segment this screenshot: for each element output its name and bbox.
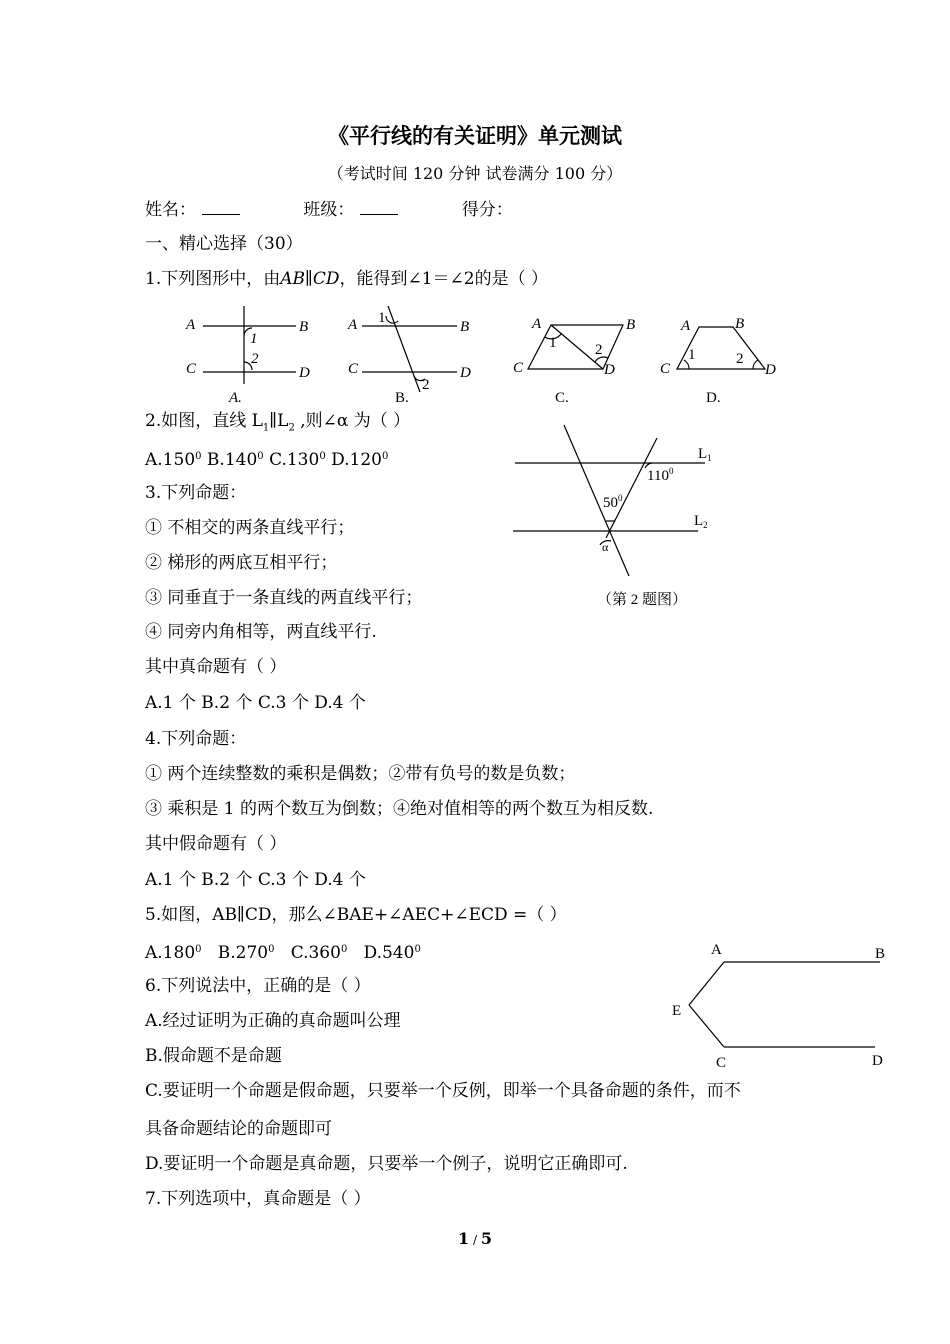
- q1b-label-B: B: [460, 319, 470, 335]
- q1c-label-C: C: [513, 360, 524, 376]
- q1c-label-D: D: [604, 362, 615, 378]
- q2-angle-110: $110^0$: [647, 466, 674, 484]
- q5-label-A: A: [711, 942, 722, 958]
- q3-statement-4: ④ 同旁内角相等，两直线平行.: [145, 622, 377, 642]
- q5-label-B: B: [875, 946, 886, 962]
- q1a-label-A: A: [186, 317, 196, 333]
- page-number: 1 / 5: [458, 1229, 492, 1248]
- q3-statement-3: ③ 同垂直于一条直线的两直线平行；: [145, 588, 423, 608]
- q6-option-b[interactable]: B.假命题不是命题: [145, 1046, 282, 1066]
- q4-statements-line-1: ① 两个连续整数的乘积是偶数；②带有负号的数是负数；: [145, 764, 576, 784]
- q2-option-b[interactable]: B.140$^0$: [206, 450, 264, 470]
- question-2-stem: 2.如图，直线 $L_1\parallel L_2$ ,则∠α 为（ ）: [145, 411, 411, 434]
- q5-option-a[interactable]: A.180$^0$: [145, 943, 202, 963]
- name-field: 姓名：: [145, 198, 246, 222]
- exam-subtitle: （考试时间 120 分钟 试卷满分 100 分）: [327, 164, 623, 183]
- question-4-options[interactable]: A.1 个 B.2 个 C.3 个 D.4 个: [145, 870, 366, 890]
- q5-option-c[interactable]: C.360$^0$: [290, 943, 348, 963]
- q6-option-a[interactable]: A.经过证明为正确的真命题叫公理: [145, 1011, 401, 1031]
- question-3-options[interactable]: A.1 个 B.2 个 C.3 个 D.4 个: [145, 693, 366, 713]
- q3-statement-1: ① 不相交的两条直线平行；: [145, 518, 355, 538]
- question-3-stem: 3.下列命题：: [145, 483, 247, 503]
- q2-angle-alpha: α: [602, 540, 609, 554]
- q1a-label-B: B: [299, 319, 309, 335]
- q1b-option-label: B.: [395, 390, 409, 406]
- q5-option-d[interactable]: D.540$^0$: [363, 943, 421, 963]
- q6-option-d[interactable]: D.要证明一个命题是真命题，只要举一个例子，说明它正确即可.: [145, 1154, 628, 1174]
- q1a-angle-2: 2: [251, 351, 259, 367]
- q1a-angle-1: 1: [250, 331, 258, 347]
- q5-option-b[interactable]: B.270$^0$: [217, 943, 275, 963]
- q5-label-E: E: [672, 1003, 682, 1019]
- q1d-label-B: B: [735, 316, 745, 332]
- class-field: 班级：: [303, 198, 404, 222]
- q1d-label-C: C: [660, 361, 671, 377]
- q2-option-d[interactable]: D.120$^0$: [331, 450, 389, 470]
- question-7-stem: 7.下列选项中，真命题是（ ）: [145, 1189, 371, 1209]
- q1c-option-label: C.: [555, 390, 569, 406]
- q1c-angle-1: 1: [549, 335, 557, 351]
- q5-label-D: D: [872, 1053, 883, 1069]
- q1c-label-A: A: [532, 316, 542, 332]
- q1a-label-D: D: [299, 365, 310, 381]
- question-3-question: 其中真命题有（ ）: [145, 657, 287, 677]
- q1d-angle-1: 1: [688, 347, 696, 363]
- score-field: 得分：: [461, 200, 513, 220]
- q6-option-c-line-1[interactable]: C.要证明一个命题是假命题，只要举一个反例，即举一个具备命题的条件，而不: [145, 1081, 741, 1101]
- q1c-label-B: B: [626, 317, 636, 333]
- q2-option-a[interactable]: A.150$^0$: [145, 450, 202, 470]
- q1b-label-A: A: [348, 317, 358, 333]
- q1d-option-label: D.: [706, 390, 721, 406]
- q5-label-C: C: [716, 1055, 727, 1071]
- q2-label-L1: $L_1$: [698, 446, 712, 463]
- q1d-label-A: A: [681, 318, 691, 334]
- q1c-angle-2: 2: [595, 342, 603, 358]
- question-6-stem: 6.下列说法中，正确的是（ ）: [145, 976, 371, 996]
- section-heading: 一、精心选择（30）: [145, 234, 303, 254]
- question-5-stem: 5.如图，AB∥CD，那么∠BAE+∠AEC+∠ECD =（ ）: [145, 905, 567, 925]
- q1b-label-C: C: [348, 361, 359, 377]
- q2-option-c[interactable]: C.130$^0$: [269, 450, 326, 470]
- q1d-label-D: D: [765, 362, 776, 378]
- q1a-label-C: C: [186, 361, 197, 377]
- q3-statement-2: ② 梯形的两底互相平行；: [145, 553, 338, 573]
- q6-option-c-line-2: 具备命题结论的命题即可: [145, 1119, 332, 1139]
- q2-label-L2: $L_2$: [694, 513, 708, 530]
- q4-statements-line-2: ③ 乘积是 1 的两个数互为倒数；④绝对值相等的两个数互为相反数.: [145, 799, 654, 819]
- q1a-option-label: A.: [229, 390, 242, 406]
- q1b-label-D: D: [460, 365, 471, 381]
- q1b-angle-1: 1: [378, 310, 386, 326]
- q2-angle-50: $50^0$: [603, 493, 623, 511]
- page-title: 《平行线的有关证明》单元测试: [328, 123, 622, 148]
- q1b-angle-2: 2: [422, 377, 430, 393]
- q2-figure-caption: （第 2 题图）: [597, 592, 688, 608]
- question-1-stem: 1.下列图形中，由AB∥CD，能得到∠1＝∠2的是（ ）: [145, 269, 549, 289]
- question-4-stem: 4.下列命题：: [145, 729, 247, 749]
- q1d-angle-2: 2: [736, 351, 744, 367]
- question-4-question: 其中假命题有（ ）: [145, 834, 287, 854]
